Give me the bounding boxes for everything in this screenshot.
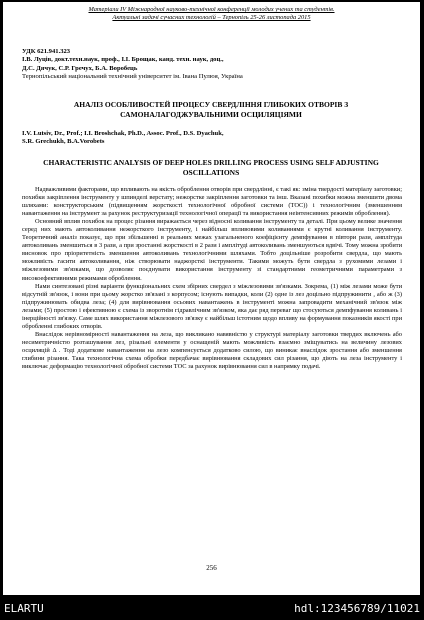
body-paragraph: Основний вплив похибок на процес різання виражається через відносні коливання інструменту та деталі. При цьому велике значення серед них мають автоколивання нежорсткого інструменту, і найбільш впливовими коливаннями є крутні коливання інструменту. Теоретичний аналіз показує, що при збільшенні в реальних межах узагальненого коефіцієнту демпфування в півтори рази, амплітуда автоколивань зменшиться в 3 рази, а при зростанні жорсткості в 2 рази і амплітуді автоколивань зменшуються вдвічі. Тому можна зробити висновок про пріоритетність зменшення автоколивань технологічними шляхами. Тобто доцільніше розробити свердла, що мають можливість гасити автоколивання, ніж створювати наджорсткі інструменти. Такими можуть бути свердла з рухомими лезами і міжлезовими зв'язками, що дозволяє поєднувати використання інструменту зі стандартними геометричними параметрами з високоефективними режимами оброблення. — [22, 218, 402, 282]
udk-code: УДК 621.941.323 — [22, 48, 71, 55]
document-page — [3, 2, 420, 595]
article-title-en: CHARACTERISTIC ANALYSIS OF DEEP HOLES DRILLING PROCESS USING SELF ADJUSTING OSCILLATIONS — [43, 158, 379, 177]
body-paragraph: Нами синтезовані різні варіанти функціональних схем збірних свердел з міжлезовими зв'язками. Зокрема, (1) між лезами може бути відсутній зв'язок, і вони при цьому жорстко зв'язані з корпусом; існують випадки, коли (2) одне із лез доцільно підпружинити , або ж (3) підпружинювать обидва леза; (4) для вирівнювання осьових навантажень в інструменті можна запровадити механічний зв'язок між лезами; (5) простою і ефективною є схема із зворотнім гідравлічним зв'язком, яка дає ряд переваг що стосуються демпфування коливань і інерційності зв'язку. Саме шлях використання міжлезового зв'язку є найбільш істотним щодо впливу на формування показників якості при обробленні глибоких отворів. — [22, 282, 402, 330]
page-number: 256 — [206, 564, 217, 572]
body-paragraph: Внаслідок нерівномірності навантаження на леза, що викликано навявністю у структурі матеріалу заготовки твердих включень або несиметричністю розташування лез, різальні елементи у оснащеній мають можливість взаємно зміщуватись на величину лезових осциляцій Δ . Тоді додаткове навантаження на лезо компенсується додатково силою, що виникає внаслідок зростання або зменшення глибини різання. Така технологічна схема обробки передбачає вирівнювання складових сил різання, що діють на леза інструменту і виключає деформацію технологічної обробної системи ТОС за рахунок вирівнювання сил в напрямку подачі. — [22, 330, 402, 371]
authors-en-line-2: S.R. Grechukh, B.A.Vorobets — [22, 138, 105, 146]
handle-id: hdl:123456789/11021 — [294, 602, 420, 615]
authors-ua-line-2: Д.С. Дячук, С.Р. Гречух, Б.А. Воробець — [22, 64, 138, 72]
body-paragraph: Надважливими факторами, що впливають на якість оброблення отворів при свердлінні, є такі як: зміна твердості матеріалу заготовки; похибки закріплення інструменту у шпинделі верстату; нежорстке закріплення заготовки та інш. Вказані похибки можна зменшити двома шляхами: конструкторським (підвищенням жорсткості технологічної обробної системи (ТОС)) і технологічним (зменшенням навантаження на інструмент за рахунок реструктуризації технологічної операції та використання неінтенсивних режимів оброблення). — [22, 186, 402, 218]
repository-footer — [0, 598, 424, 620]
repository-name: ELARTU — [4, 602, 44, 615]
article-meta — [22, 48, 402, 82]
authors-en-line-1: I.V. Lutsiv, Dr., Prof.; I.I. Broshchak, Ph.D., Assoc. Prof., D.S. Dyachuk, — [22, 130, 224, 137]
article-title-ua: АНАЛІЗ ОСОБЛИВОСТЕЙ ПРОЦЕСУ СВЕРДЛІННЯ ГЛИБОКИХ ОТВОРІВ З САМОНАЛАГОДЖУВАЛЬНИМИ ОСЦИЛЯЦІЯМИ — [73, 100, 349, 119]
article-body — [22, 186, 402, 371]
affiliation: Тернопільський національний технічний університет ім. Івана Пулюя, Україна — [22, 73, 243, 81]
running-header — [3, 6, 420, 22]
authors-ua-line-1: І.В. Луців, докт.техн.наук, проф., І.І. Брощак, канд. техн. наук, доц., — [22, 56, 224, 64]
running-header-line-2: Актуальні задачі сучасних технологій – Тернопіль 25-26 листопада 2015 — [112, 14, 311, 21]
running-header-line-1: Матеріали ІV Міжнародної науково-технічної конференції молодих учених та студентів. — [88, 6, 335, 13]
authors-en — [22, 130, 402, 147]
